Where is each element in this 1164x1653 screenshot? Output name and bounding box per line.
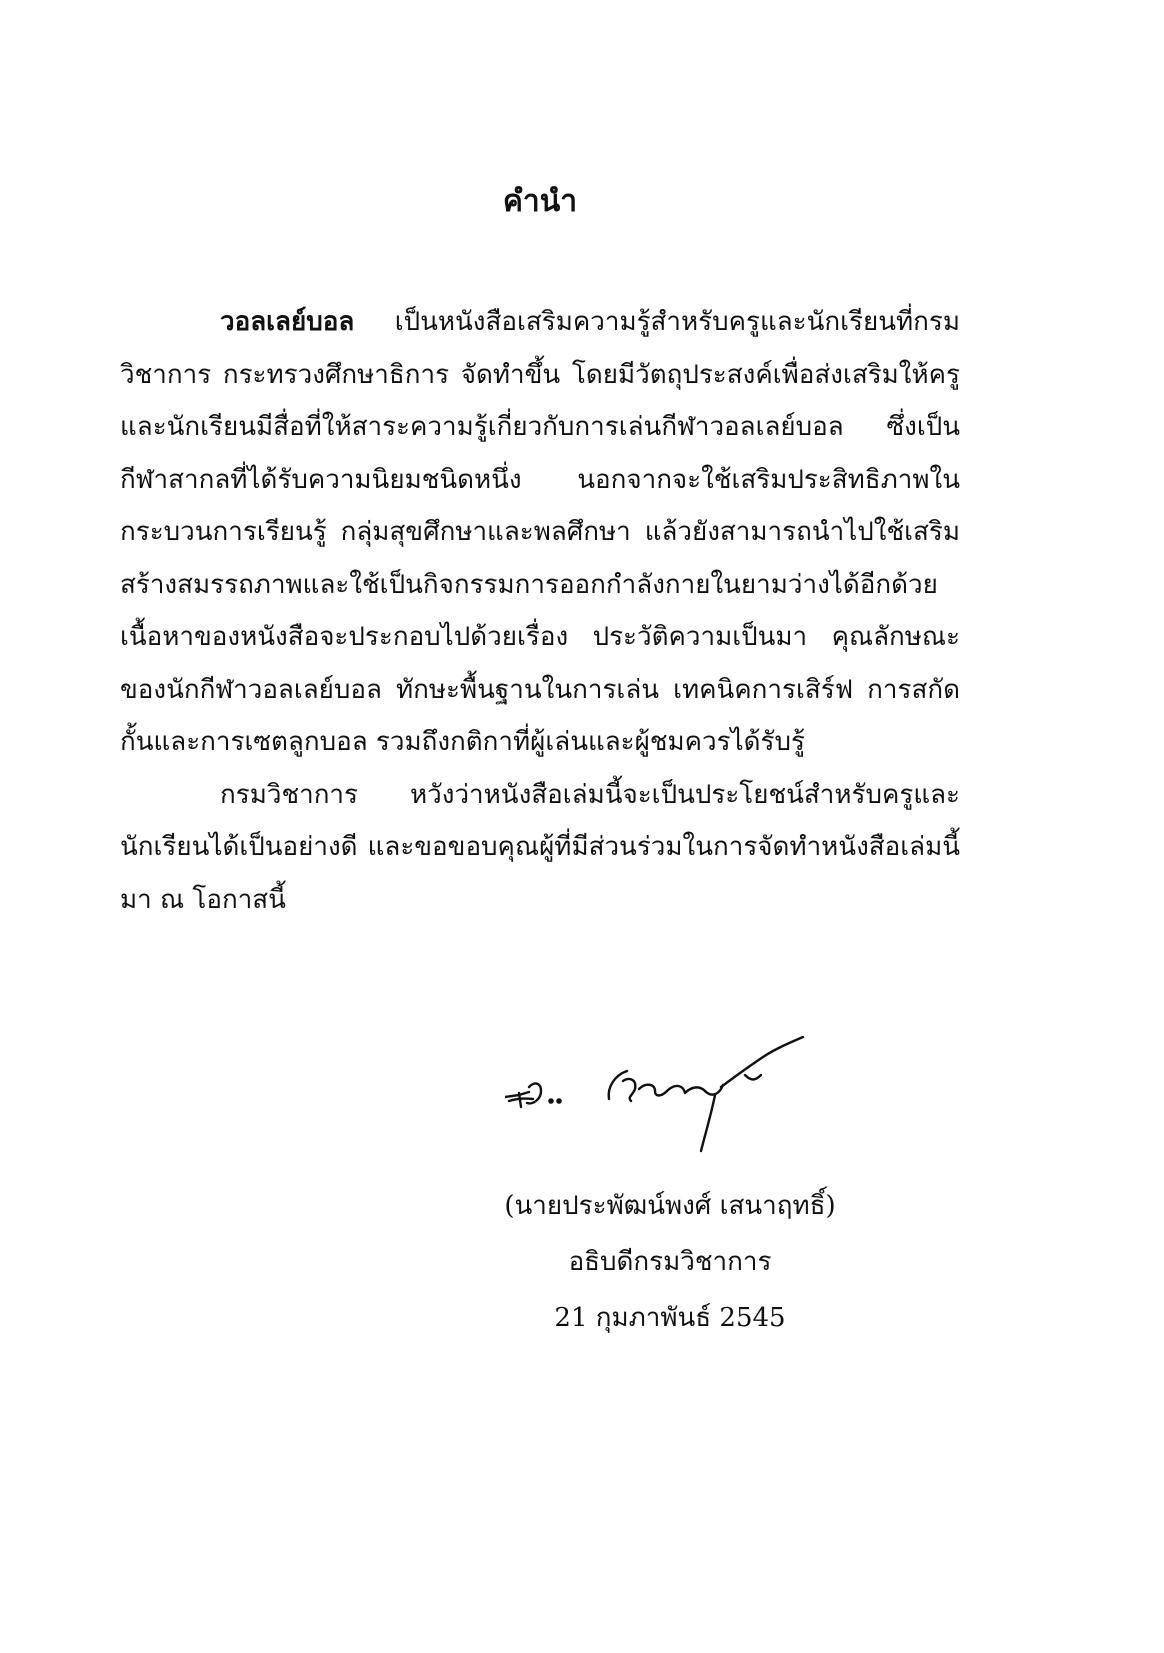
paragraph-2: กรมวิชาการ หวังว่าหนังสือเล่มนี้จะเป็นประโยชน์สำหรับครูและนักเรียนได้เป็นอย่างดี และขอขอบคุณผู้ที่มีส่วนร่วมในการจัดทำหนังสือเล่มนี้มา ณ โอกาสนี้ [120,779,960,915]
signer-position: อธิบดีกรมวิชาการ [568,1247,772,1277]
lead-term: วอลเลย์บอล [220,307,355,337]
signer-date: 21 กุมภาพันธ์ 2545 [554,1303,786,1333]
body-text [120,296,960,926]
signer-block [440,1178,900,1346]
handwritten-signature [505,1035,845,1155]
paragraph-1 [120,296,960,769]
signer-name: (นายประพัฒน์พงศ์ เสนาฤทธิ์) [504,1191,836,1221]
paragraph-1-text: เป็นหนังสือเสริมความรู้สำหรับครูและนักเรียนที่กรมวิชาการ กระทรวงศึกษาธิการ จัดทำขึ้น โดยมีวัตถุประสงค์เพื่อส่งเสริมให้ครูและนักเรียนมีสื่อที่ให้สาระความรู้เกี่ยวกับการเล่นกีฬาวอลเลย์บอล ซึ่งเป็นกีฬาสากลที่ได้รับความนิยมชนิดหนึ่ง นอกจากจะใช้เสริมประสิทธิภาพในกระบวนการเรียนรู้ กลุ่มสุขศึกษาและพลศึกษา แล้วยังสามารถนำไปใช้เสริมสร้างสมรรถภาพและใช้เป็นกิจกรรมการออกกำลังกายในยามว่างได้อีกด้วย เนื้อหาของหนังสือจะประกอบไปด้วยเรื่อง ประวัติความเป็นมา คุณลักษณะของนักกีฬาวอลเลย์บอล ทักษะพื้นฐานในการเล่น เทคนิคการเสิร์ฟ การสกัดกั้นและการเซตลูกบอล รวมถึงกติกาที่ผู้เล่นและผู้ชมควรได้รับรู้ [120,307,960,757]
signature-drawing [505,1035,845,1155]
page-title: คำนำ [502,184,578,219]
